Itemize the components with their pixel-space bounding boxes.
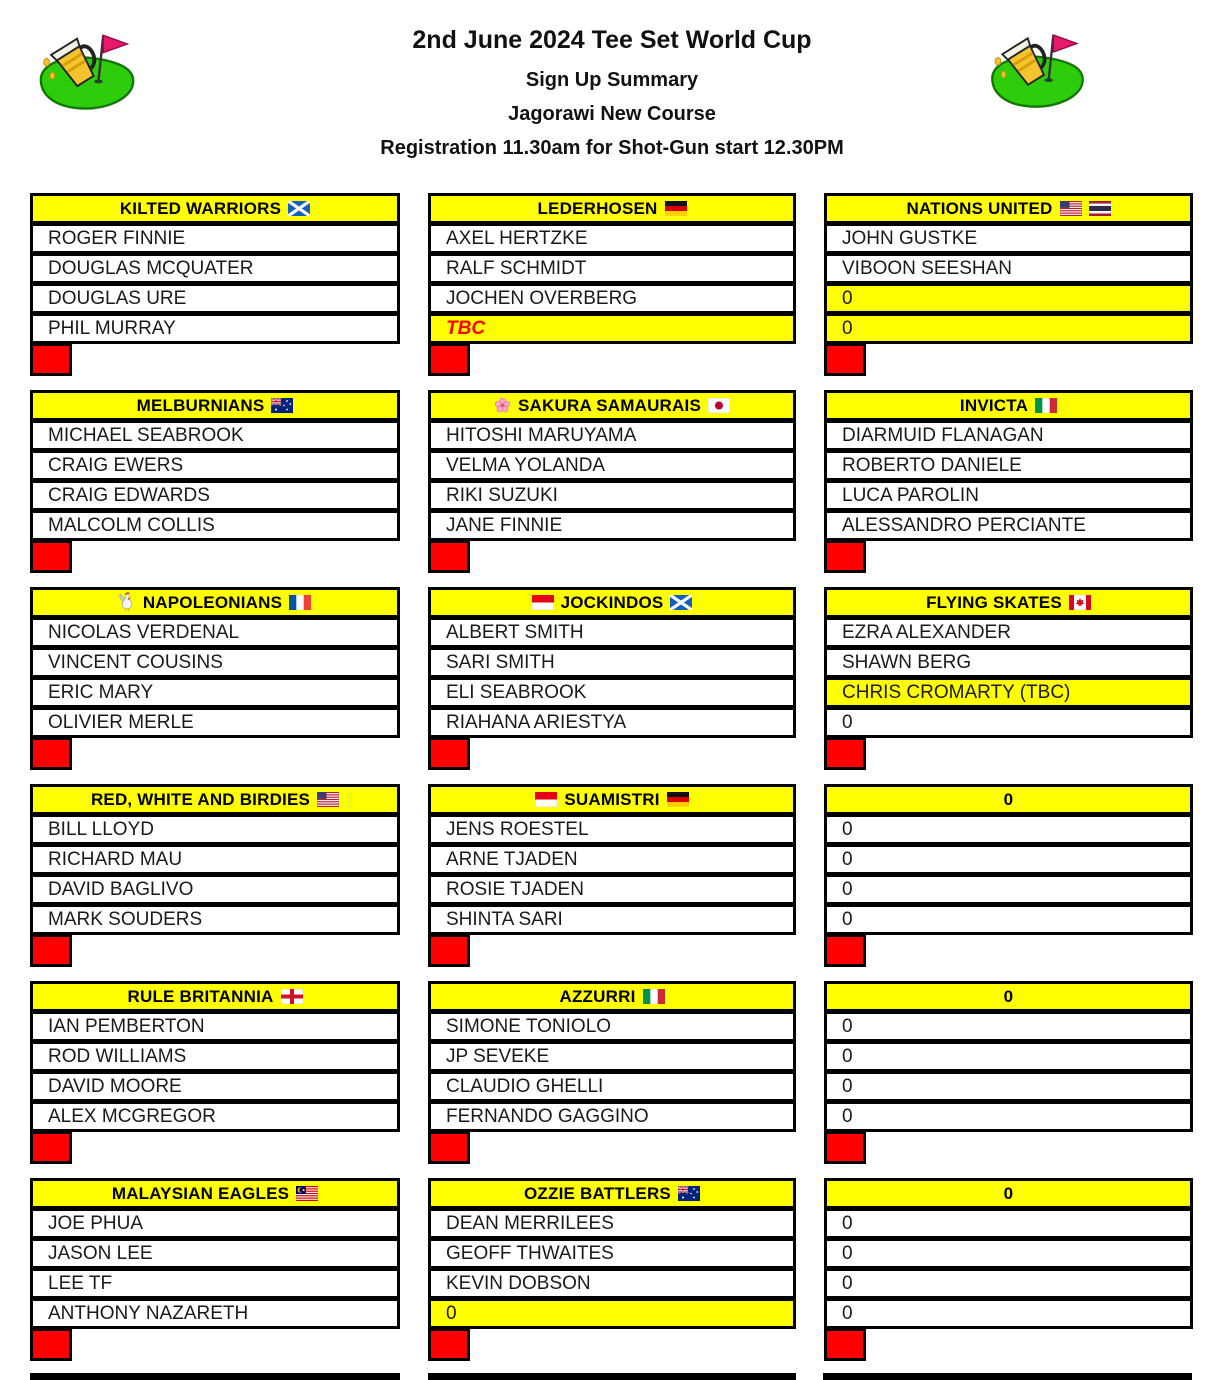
- team-header: [30, 390, 400, 421]
- player-cell: TBC: [428, 313, 796, 344]
- player-cell: ROD WILLIAMS: [30, 1041, 400, 1072]
- player-cell: VIBOON SEESHAN: [824, 253, 1193, 284]
- player-cell: DOUGLAS MCQUATER: [30, 253, 400, 284]
- team-table-malaysian-eagles: [30, 1178, 400, 1375]
- team-table-ozzie-battlers: [428, 1178, 796, 1375]
- player-cell: VELMA YOLANDA: [428, 450, 796, 481]
- player-cell: VINCENT COUSINS: [30, 647, 400, 678]
- red-marker: [428, 540, 470, 573]
- player-cell: NICOLAS VERDENAL: [30, 617, 400, 648]
- scotland-flag-icon: [670, 595, 692, 610]
- team-name: 0: [1003, 1183, 1014, 1203]
- player-cell: SHINTA SARI: [428, 904, 796, 935]
- subtitle-signup: Sign Up Summary: [525, 69, 699, 91]
- team-header: [30, 1178, 400, 1209]
- player-cell: CRAIG EDWARDS: [30, 480, 400, 511]
- team-name: LEDERHOSEN: [537, 198, 658, 218]
- player-cell: DIARMUID FLANAGAN: [824, 420, 1193, 451]
- player-cell: 0: [824, 1071, 1193, 1102]
- next-table-top-border: [30, 1373, 400, 1380]
- subtitle-registration: Registration 11.30am for Shot-Gun start 12.30PM: [380, 137, 844, 159]
- australia-flag-icon: [271, 398, 293, 413]
- player-cell: 0: [824, 1298, 1193, 1329]
- red-marker: [30, 343, 72, 376]
- team-header: [30, 784, 400, 815]
- red-marker: [30, 934, 72, 967]
- usa-flag-icon: [317, 792, 339, 807]
- player-cell: JASON LEE: [30, 1238, 400, 1269]
- japan-flag-icon: [708, 398, 730, 413]
- page-title: 2nd June 2024 Tee Set World Cup: [412, 26, 812, 54]
- red-marker: [428, 1328, 470, 1361]
- team-name: MELBURNIANS: [136, 395, 265, 415]
- player-cell: ALEX MCGREGOR: [30, 1101, 400, 1132]
- player-cell: FERNANDO GAGGINO: [428, 1101, 796, 1132]
- red-marker: [824, 343, 866, 376]
- player-cell: JOHN GUSTKE: [824, 223, 1193, 254]
- player-cell: DEAN MERRILEES: [428, 1208, 796, 1239]
- player-cell: ARNE TJADEN: [428, 844, 796, 875]
- scotland-flag-icon: [288, 201, 310, 216]
- player-cell: 0: [824, 1238, 1193, 1269]
- team-header: [824, 390, 1193, 421]
- team-name: RED, WHITE AND BIRDIES: [90, 789, 311, 809]
- player-cell: CHRIS CROMARTY (TBC): [824, 677, 1193, 708]
- player-cell: 0: [824, 1011, 1193, 1042]
- player-cell: JP SEVEKE: [428, 1041, 796, 1072]
- red-marker: [30, 1131, 72, 1164]
- team-name: NAPOLEONIANS: [142, 592, 283, 612]
- golf-beer-illustration: [978, 20, 1093, 114]
- team-header: [428, 981, 796, 1012]
- player-cell: ALBERT SMITH: [428, 617, 796, 648]
- team-table-red-white-and-birdies: [30, 784, 400, 981]
- player-cell: 0: [824, 844, 1193, 875]
- player-cell: DOUGLAS URE: [30, 283, 400, 314]
- team-table-0: [824, 1178, 1193, 1375]
- player-cell: CLAUDIO GHELLI: [428, 1071, 796, 1102]
- red-marker: [30, 540, 72, 573]
- next-table-top-border: [823, 1373, 1192, 1380]
- usa-flag-icon: [1060, 201, 1082, 216]
- player-cell: LUCA PAROLIN: [824, 480, 1193, 511]
- team-name: 0: [1003, 789, 1014, 809]
- australia-flag-icon: [678, 1186, 700, 1201]
- player-cell: LEE TF: [30, 1268, 400, 1299]
- italy-flag-icon: [1035, 398, 1057, 413]
- team-header: [824, 981, 1193, 1012]
- player-cell: JANE FINNIE: [428, 510, 796, 541]
- player-cell: 0: [824, 904, 1193, 935]
- team-table-kilted-warriors: [30, 193, 400, 390]
- player-cell: PHIL MURRAY: [30, 313, 400, 344]
- team-header: [824, 1178, 1193, 1209]
- malaysia-flag-icon: [296, 1186, 318, 1201]
- player-cell: 0: [824, 313, 1193, 344]
- player-cell: 0: [824, 1208, 1193, 1239]
- red-marker: [30, 737, 72, 770]
- team-header: [428, 390, 796, 421]
- team-table-melburnians: [30, 390, 400, 587]
- player-cell: CRAIG EWERS: [30, 450, 400, 481]
- player-cell: 0: [824, 814, 1193, 845]
- team-table-nations-united: [824, 193, 1193, 390]
- player-cell: SHAWN BERG: [824, 647, 1193, 678]
- team-header: [30, 587, 400, 618]
- team-name: JOCKINDOS: [560, 592, 664, 612]
- team-name: 0: [1003, 986, 1014, 1006]
- player-cell: 0: [824, 283, 1193, 314]
- team-table-sakura-samaurais: [428, 390, 796, 587]
- rooster-icon: [119, 592, 136, 613]
- player-cell: ELI SEABROOK: [428, 677, 796, 708]
- player-cell: 0: [824, 707, 1193, 738]
- player-cell: DAVID BAGLIVO: [30, 874, 400, 905]
- red-marker: [824, 540, 866, 573]
- cherry-blossom-icon: [494, 397, 511, 414]
- player-cell: SIMONE TONIOLO: [428, 1011, 796, 1042]
- team-header: [30, 193, 400, 224]
- team-name: RULE BRITANNIA: [127, 986, 274, 1006]
- red-marker: [428, 1131, 470, 1164]
- player-cell: MICHAEL SEABROOK: [30, 420, 400, 451]
- player-cell: JOCHEN OVERBERG: [428, 283, 796, 314]
- england-flag-icon: [281, 989, 303, 1004]
- team-header: [428, 193, 796, 224]
- team-table-invicta: [824, 390, 1193, 587]
- player-cell: JENS ROESTEL: [428, 814, 796, 845]
- indonesia-flag-icon: [535, 792, 557, 807]
- team-name: NATIONS UNITED: [906, 198, 1053, 218]
- player-cell: GEOFF THWAITES: [428, 1238, 796, 1269]
- player-cell: SARI SMITH: [428, 647, 796, 678]
- team-table-0: [824, 784, 1193, 981]
- team-table-rule-britannia: [30, 981, 400, 1178]
- france-flag-icon: [289, 595, 311, 610]
- player-cell: ROGER FINNIE: [30, 223, 400, 254]
- team-table-flying-skates: [824, 587, 1193, 784]
- team-name: INVICTA: [959, 395, 1029, 415]
- player-cell: 0: [824, 1041, 1193, 1072]
- germany-flag-icon: [665, 201, 687, 216]
- team-header: [428, 1178, 796, 1209]
- player-cell: 0: [824, 1268, 1193, 1299]
- team-name: OZZIE BATTLERS: [524, 1183, 671, 1203]
- player-cell: ALESSANDRO PERCIANTE: [824, 510, 1193, 541]
- subtitle-course: Jagorawi New Course: [508, 103, 716, 125]
- team-table-lederhosen: [428, 193, 796, 390]
- player-cell: 0: [428, 1298, 796, 1329]
- red-marker: [824, 1328, 866, 1361]
- player-cell: IAN PEMBERTON: [30, 1011, 400, 1042]
- team-table-azzurri: [428, 981, 796, 1178]
- player-cell: JOE PHUA: [30, 1208, 400, 1239]
- team-name: SUAMISTRI: [564, 789, 660, 809]
- player-cell: DAVID MOORE: [30, 1071, 400, 1102]
- team-table-0: [824, 981, 1193, 1178]
- player-cell: ROBERTO DANIELE: [824, 450, 1193, 481]
- player-cell: RICHARD MAU: [30, 844, 400, 875]
- team-name: AZZURRI: [559, 986, 636, 1006]
- player-cell: MARK SOUDERS: [30, 904, 400, 935]
- player-cell: RIKI SUZUKI: [428, 480, 796, 511]
- italy-flag-icon: [643, 989, 665, 1004]
- player-cell: 0: [824, 1101, 1193, 1132]
- red-marker: [428, 934, 470, 967]
- team-tables-grid: [30, 193, 1193, 1375]
- indonesia-flag-icon: [532, 595, 554, 610]
- player-cell: RIAHANA ARIESTYA: [428, 707, 796, 738]
- team-name: FLYING SKATES: [926, 592, 1062, 612]
- red-marker: [30, 1328, 72, 1361]
- team-table-napoleonians: [30, 587, 400, 784]
- thailand-flag-icon: [1089, 201, 1111, 216]
- team-table-suamistri: [428, 784, 796, 981]
- red-marker: [824, 737, 866, 770]
- player-cell: AXEL HERTZKE: [428, 223, 796, 254]
- player-cell: ERIC MARY: [30, 677, 400, 708]
- team-table-jockindos: [428, 587, 796, 784]
- player-cell: HITOSHI MARUYAMA: [428, 420, 796, 451]
- red-marker: [428, 343, 470, 376]
- golf-green-beer-clipart: [978, 20, 1093, 119]
- player-cell: ROSIE TJADEN: [428, 874, 796, 905]
- next-table-top-border: [428, 1373, 796, 1380]
- team-header: [428, 784, 796, 815]
- germany-flag-icon: [667, 792, 689, 807]
- red-marker: [824, 934, 866, 967]
- team-name: MALAYSIAN EAGLES: [111, 1183, 290, 1203]
- player-cell: OLIVIER MERLE: [30, 707, 400, 738]
- team-header: [30, 981, 400, 1012]
- team-header: [428, 587, 796, 618]
- red-marker: [428, 737, 470, 770]
- player-cell: EZRA ALEXANDER: [824, 617, 1193, 648]
- team-header: [824, 587, 1193, 618]
- team-name: SAKURA SAMAURAIS: [518, 395, 701, 415]
- red-marker: [824, 1131, 866, 1164]
- player-cell: KEVIN DOBSON: [428, 1268, 796, 1299]
- player-cell: RALF SCHMIDT: [428, 253, 796, 284]
- canada-flag-icon: [1069, 595, 1091, 610]
- player-cell: 0: [824, 874, 1193, 905]
- player-cell: ANTHONY NAZARETH: [30, 1298, 400, 1329]
- team-header: [824, 193, 1193, 224]
- player-cell: MALCOLM COLLIS: [30, 510, 400, 541]
- player-cell: BILL LLOYD: [30, 814, 400, 845]
- team-name: KILTED WARRIORS: [119, 198, 282, 218]
- team-header: [824, 784, 1193, 815]
